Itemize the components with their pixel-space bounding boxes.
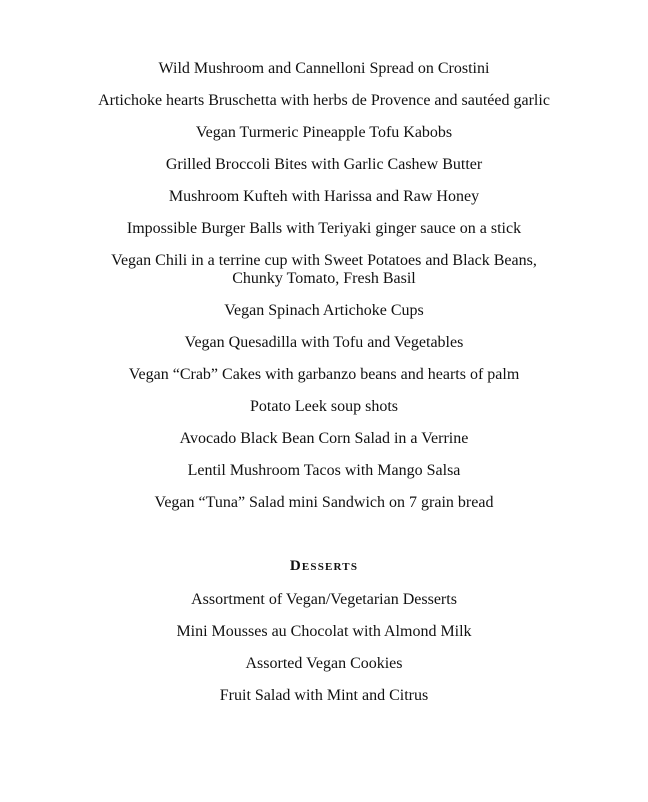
- menu-item: [0, 124, 648, 142]
- menu-item: [0, 156, 648, 174]
- dessert-item: Assortment of Vegan/Vegetarian Desserts: [191, 591, 457, 608]
- menu-item: [0, 302, 648, 320]
- menu-item: [0, 60, 648, 78]
- menu-item-text: Vegan Spinach Artichoke Cups: [224, 302, 424, 319]
- menu-item: [0, 220, 648, 238]
- menu-item-text: Impossible Burger Balls with Teriyaki ginger sauce on a stick: [126, 220, 522, 237]
- dessert-item: Mini Mousses au Chocolat with Almond Milk: [176, 623, 472, 640]
- menu-item-text: Grilled Broccoli Bites with Garlic Cashew Butter: [165, 156, 483, 173]
- menu-item: [0, 366, 648, 384]
- menu-item-text: Vegan “Crab” Cakes with garbanzo beans and hearts of palm: [128, 366, 520, 383]
- menu-item-text: Vegan “Tuna” Salad mini Sandwich on 7 grain bread: [154, 494, 494, 511]
- menu-item: [0, 494, 648, 512]
- menu-item: [0, 430, 648, 448]
- desserts-heading: Desserts: [289, 558, 359, 574]
- menu-item: [0, 462, 648, 480]
- menu-item-text: Avocado Black Bean Corn Salad in a Verrine: [179, 430, 469, 447]
- dessert-item: Fruit Salad with Mint and Citrus: [219, 687, 429, 704]
- appetizer-list: [0, 60, 648, 526]
- menu-item-text: Mushroom Kufteh with Harissa and Raw Honey: [168, 188, 480, 205]
- menu-item-text: Lentil Mushroom Tacos with Mango Salsa: [187, 462, 461, 479]
- menu-item-text: Vegan Chili in a terrine cup with Sweet Potatoes and Black Beans,: [111, 252, 537, 269]
- dessert-list: [0, 591, 648, 719]
- menu-item-text: Artichoke hearts Bruschetta with herbs de Provence and sautéed garlic: [98, 92, 550, 109]
- menu-item-text: Wild Mushroom and Cannelloni Spread on Crostini: [158, 60, 490, 77]
- menu-item-text: Chunky Tomato, Fresh Basil: [232, 270, 416, 287]
- menu-item: [0, 252, 648, 288]
- menu-item: [0, 334, 648, 352]
- menu-item: [0, 188, 648, 206]
- menu-item-text: Vegan Quesadilla with Tofu and Vegetables: [184, 334, 464, 351]
- menu-item-text: Potato Leek soup shots: [250, 398, 398, 415]
- menu-item-text: Vegan Turmeric Pineapple Tofu Kabobs: [195, 124, 453, 141]
- menu-item: [0, 398, 648, 416]
- menu-item: [0, 92, 648, 110]
- dessert-item: Assorted Vegan Cookies: [245, 655, 403, 672]
